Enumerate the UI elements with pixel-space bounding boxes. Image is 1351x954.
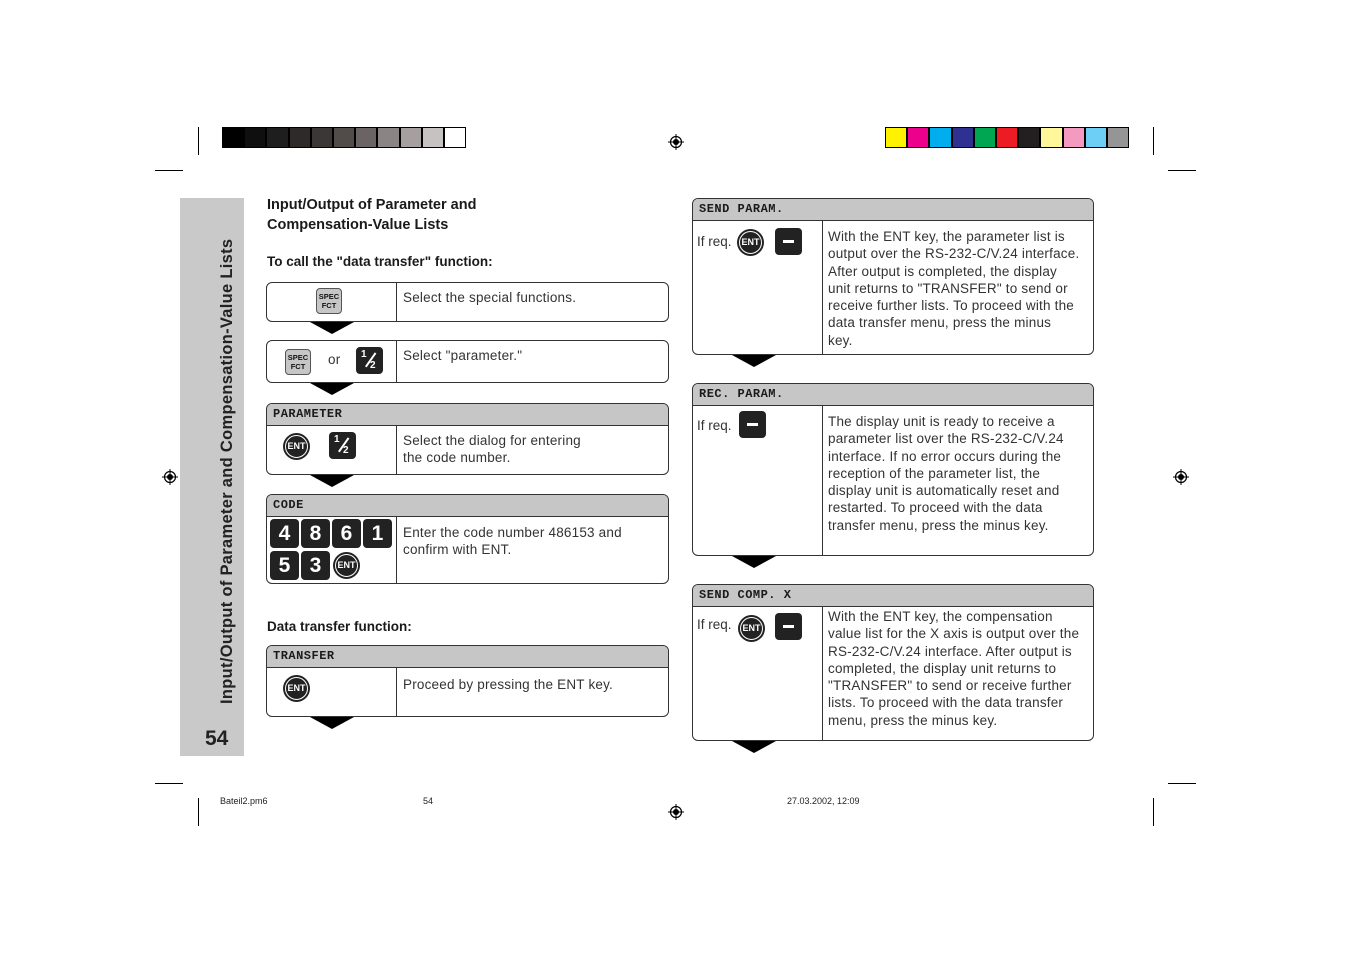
gray-swatch [289,127,311,148]
crop-mark [155,783,183,784]
gray-swatch [444,127,466,148]
crop-mark [198,127,199,155]
color-swatch [996,127,1018,148]
digit-4-key[interactable]: 4 [270,519,299,548]
digit-1-key[interactable]: 1 [363,519,392,548]
gray-swatch [422,127,444,148]
down-arrow-icon [310,475,354,487]
digit-8-key[interactable]: 8 [301,519,330,548]
crop-mark [1153,798,1154,826]
digit-3-key[interactable]: 3 [301,551,330,580]
registration-mark-icon [1173,469,1189,485]
gray-swatch [266,127,288,148]
step-description: Proceed by pressing the ENT key. [403,677,614,692]
display-header: PARAMETER [267,404,668,426]
down-arrow-icon [732,741,776,753]
registration-mark-icon [668,804,684,820]
crop-mark [1153,127,1154,155]
ent-key-icon[interactable]: ENT [283,433,310,460]
color-swatch [929,127,951,148]
crop-mark [1168,170,1196,171]
send-param-box [692,198,1094,355]
gray-swatch [333,127,355,148]
send-comp-x-box [692,584,1094,741]
display-header: CODE [267,495,668,517]
down-arrow-icon [732,556,776,568]
ent-key-icon[interactable]: ENT [738,615,765,642]
color-swatch [1040,127,1062,148]
box-description: The display unit is ready to receive a parameter list over the RS-232-C/V.24 interface. If no error occurs during the reception of the parameter list, the display unit is automatically reset and restarted. To proceed with the data transfer menu, press the minus key. [828,414,1064,533]
gray-swatch [355,127,377,148]
down-arrow-icon [310,383,354,395]
registration-mark-icon [668,134,684,150]
spec-fct-key-icon[interactable]: SPEC FCT [285,349,311,375]
digit-6-key[interactable]: 6 [332,519,361,548]
step-box-transfer [266,645,669,717]
page-number: 54 [205,727,229,750]
color-swatch [1085,127,1107,148]
crop-mark [198,798,199,826]
color-swatch [974,127,996,148]
step-description: Select "parameter." [403,348,523,363]
call-label: To call the "data transfer" function: [267,254,493,269]
if-req-label: If req. [697,418,732,433]
if-req-label: If req. [697,617,732,632]
box-description: With the ENT key, the parameter list is output over the RS-232-C/V.24 interface. After output is completed, the display unit returns to "TRANSFER" to send or receive further lists. To proceed with the data transfer menu, press the minus key. [828,229,1080,348]
step-description: Select the dialog for entering the code number. [403,433,581,466]
color-swatch [885,127,907,148]
step-box-code [266,494,669,584]
rec-param-box [692,383,1094,556]
box-description: With the ENT key, the compensation value list for the X axis is output over the RS-232-C/V.24 interface. After output is completed, the display unit returns to "TRANSFER" to send or receive further lists. To proceed with the data transfer menu, press the minus key. [828,609,1080,728]
half-key-icon[interactable]: 1 2 [356,347,383,374]
color-swatch [1107,127,1129,148]
down-arrow-icon [310,322,354,334]
display-header: REC. PARAM. [693,384,1093,406]
ent-key-icon[interactable]: ENT [333,552,360,579]
color-swatch [1018,127,1040,148]
registration-mark-icon [162,469,178,485]
step-box-parameter [266,403,669,475]
display-header: SEND COMP. X [693,585,1093,607]
spec-fct-key-icon[interactable]: SPEC FCT [316,288,342,314]
step-box-special-functions [266,282,669,322]
color-swatch [952,127,974,148]
or-label: or [328,352,341,367]
minus-key-icon[interactable] [775,613,802,640]
half-key-icon[interactable]: 1 2 [329,432,356,459]
section-heading: Input/Output of Parameter and Compensation-Value Lists [267,197,477,233]
digit-5-key[interactable]: 5 [270,551,299,580]
color-swatch [907,127,929,148]
crop-mark [155,170,183,171]
gray-swatch [400,127,422,148]
display-header: TRANSFER [267,646,668,668]
down-arrow-icon [732,355,776,367]
gray-swatch [377,127,399,148]
transfer-label: Data transfer function: [267,619,412,634]
footer-date: 27.03.2002, 12:09 [787,796,860,806]
side-title: Input/Output of Parameter and Compensation-Value Lists [218,238,236,704]
step-description: Enter the code number 486153 and confirm with ENT. [403,525,622,558]
minus-key-icon[interactable] [739,411,766,438]
if-req-label: If req. [697,234,732,249]
footer-file: Bateil2.pm6 [220,796,268,806]
ent-key-icon[interactable]: ENT [283,675,310,702]
ent-key-icon[interactable]: ENT [737,229,764,256]
step-box-select-parameter [266,340,669,383]
crop-mark [1168,783,1196,784]
minus-key-icon[interactable] [775,228,802,255]
gray-swatch [222,127,244,148]
color-swatch [1063,127,1085,148]
down-arrow-icon [310,717,354,729]
gray-swatch [244,127,266,148]
display-header: SEND PARAM. [693,199,1093,221]
step-description: Select the special functions. [403,290,577,305]
footer-page: 54 [423,796,434,806]
gray-swatch [311,127,333,148]
